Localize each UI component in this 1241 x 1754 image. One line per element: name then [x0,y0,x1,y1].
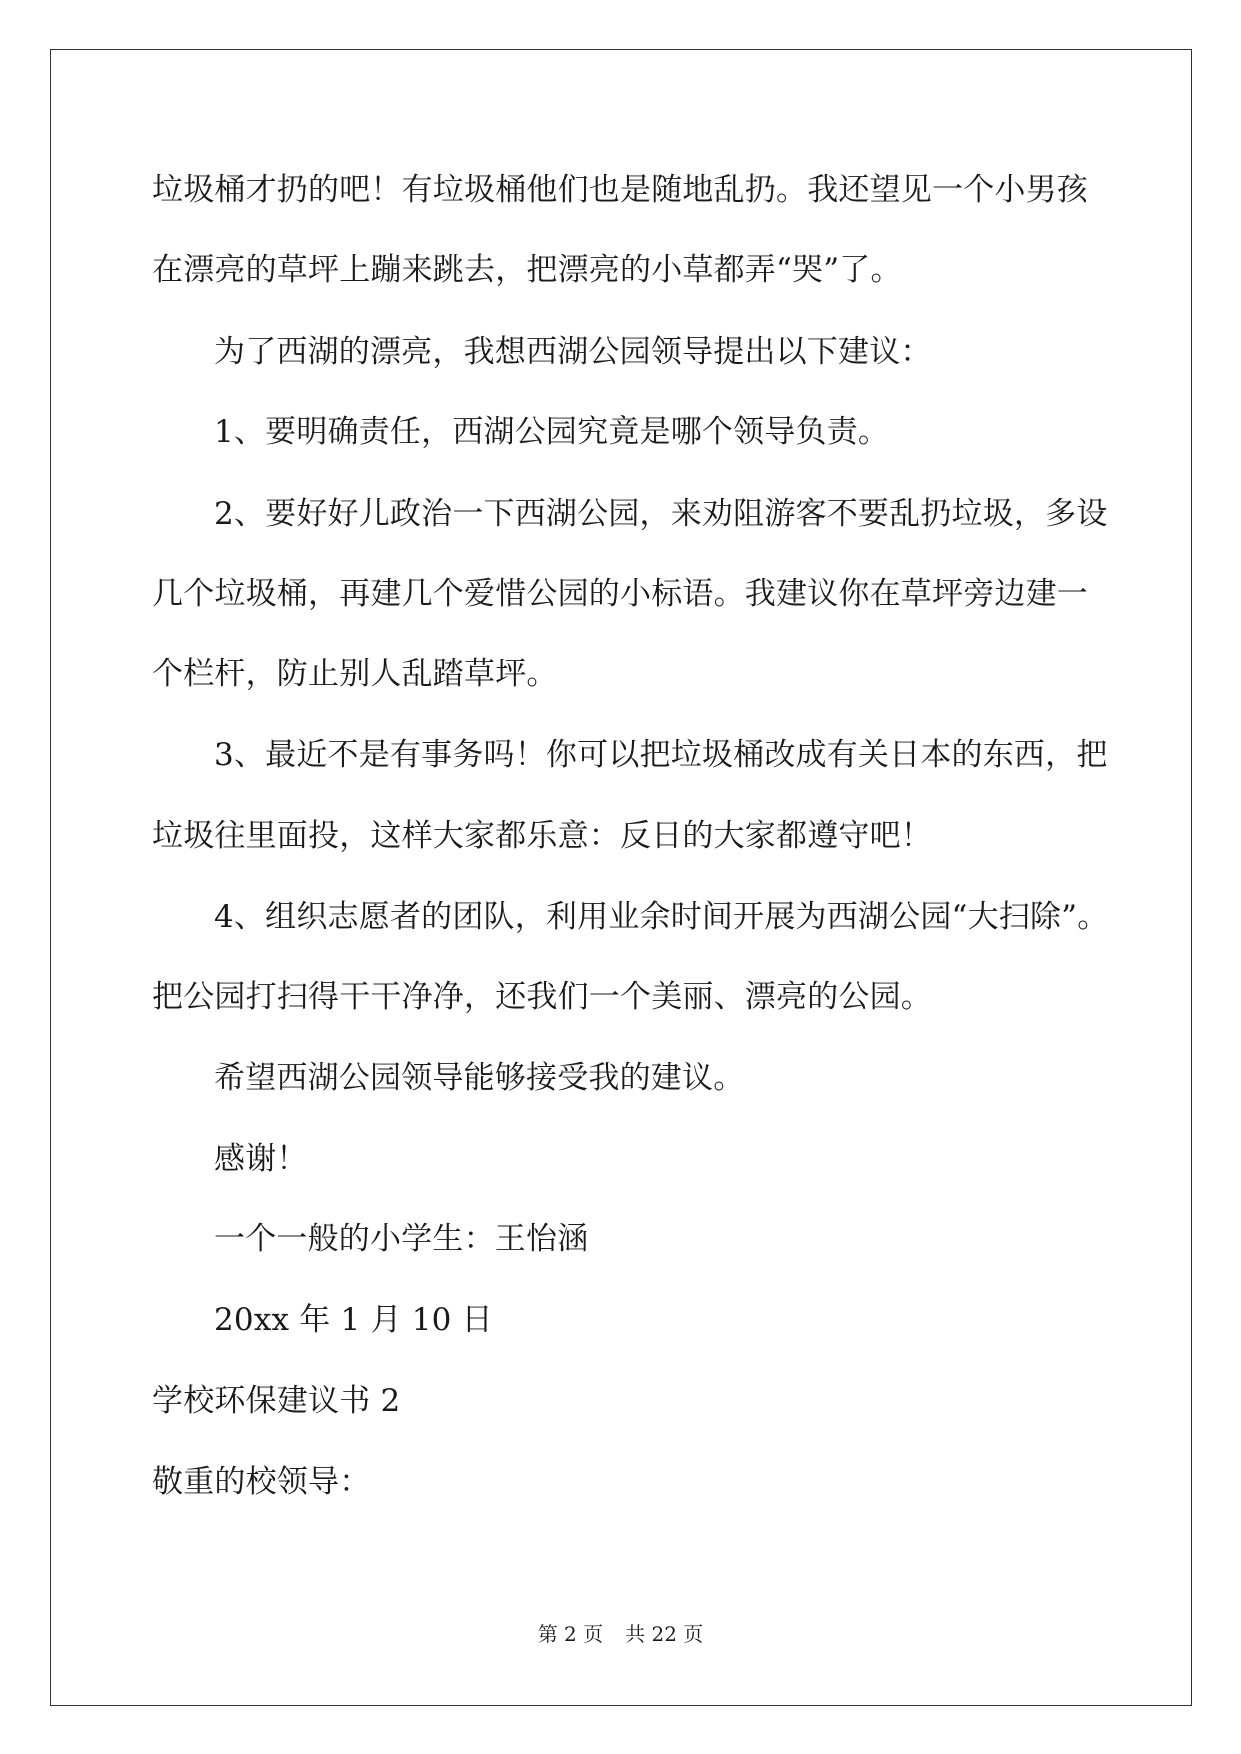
thanks: 感谢！ [214,1141,308,1177]
suggestion-1: 1、要明确责任，西湖公园究竟是哪个领导负责。 [214,414,890,450]
page-footer [0,1620,1241,1648]
date: 20xx 年 1 月 10 日 [214,1302,493,1338]
body-text-line: 几个垃圾桶，再建几个爱惜公园的小标语。我建议你在草坪旁边建一 [152,576,1088,612]
body-text-line: 个栏杆，防止别人乱踏草坪。 [152,656,558,692]
suggestion-3: 3、最近不是有事务吗！你可以把垃圾桶改成有关日本的东西，把 [214,737,1108,773]
suggestion-4: 4、组织志愿者的团队，利用业余时间开展为西湖公园“大扫除”。 [214,899,1109,935]
body-text-line: 在漂亮的草坪上蹦来跳去，把漂亮的小草都弄“哭”了。 [152,252,902,288]
body-text-line: 垃圾往里面投，这样大家都乐意：反日的大家都遵守吧！ [152,818,932,854]
section-title: 学校环保建议书 2 [152,1383,401,1419]
body-text-line: 把公园打扫得干干净净，还我们一个美丽、漂亮的公园。 [152,979,932,1015]
paragraph-intro: 为了西湖的漂亮，我想西湖公园领导提出以下建议： [214,334,932,370]
closing-wish: 希望西湖公园领导能够接受我的建议。 [214,1060,745,1096]
signature: 一个一般的小学生：王怡涵 [214,1221,589,1257]
page-number: 第 2 页 [537,1622,604,1646]
salutation: 敬重的校领导： [152,1464,371,1500]
page-total: 共 22 页 [625,1622,704,1646]
suggestion-2: 2、要好好儿政治一下西湖公园，来劝阻游客不要乱扔垃圾，多设 [214,496,1108,532]
body-text-line: 垃圾桶才扔的吧！有垃圾桶他们也是随地乱扔。我还望见一个小男孩 [152,172,1088,208]
